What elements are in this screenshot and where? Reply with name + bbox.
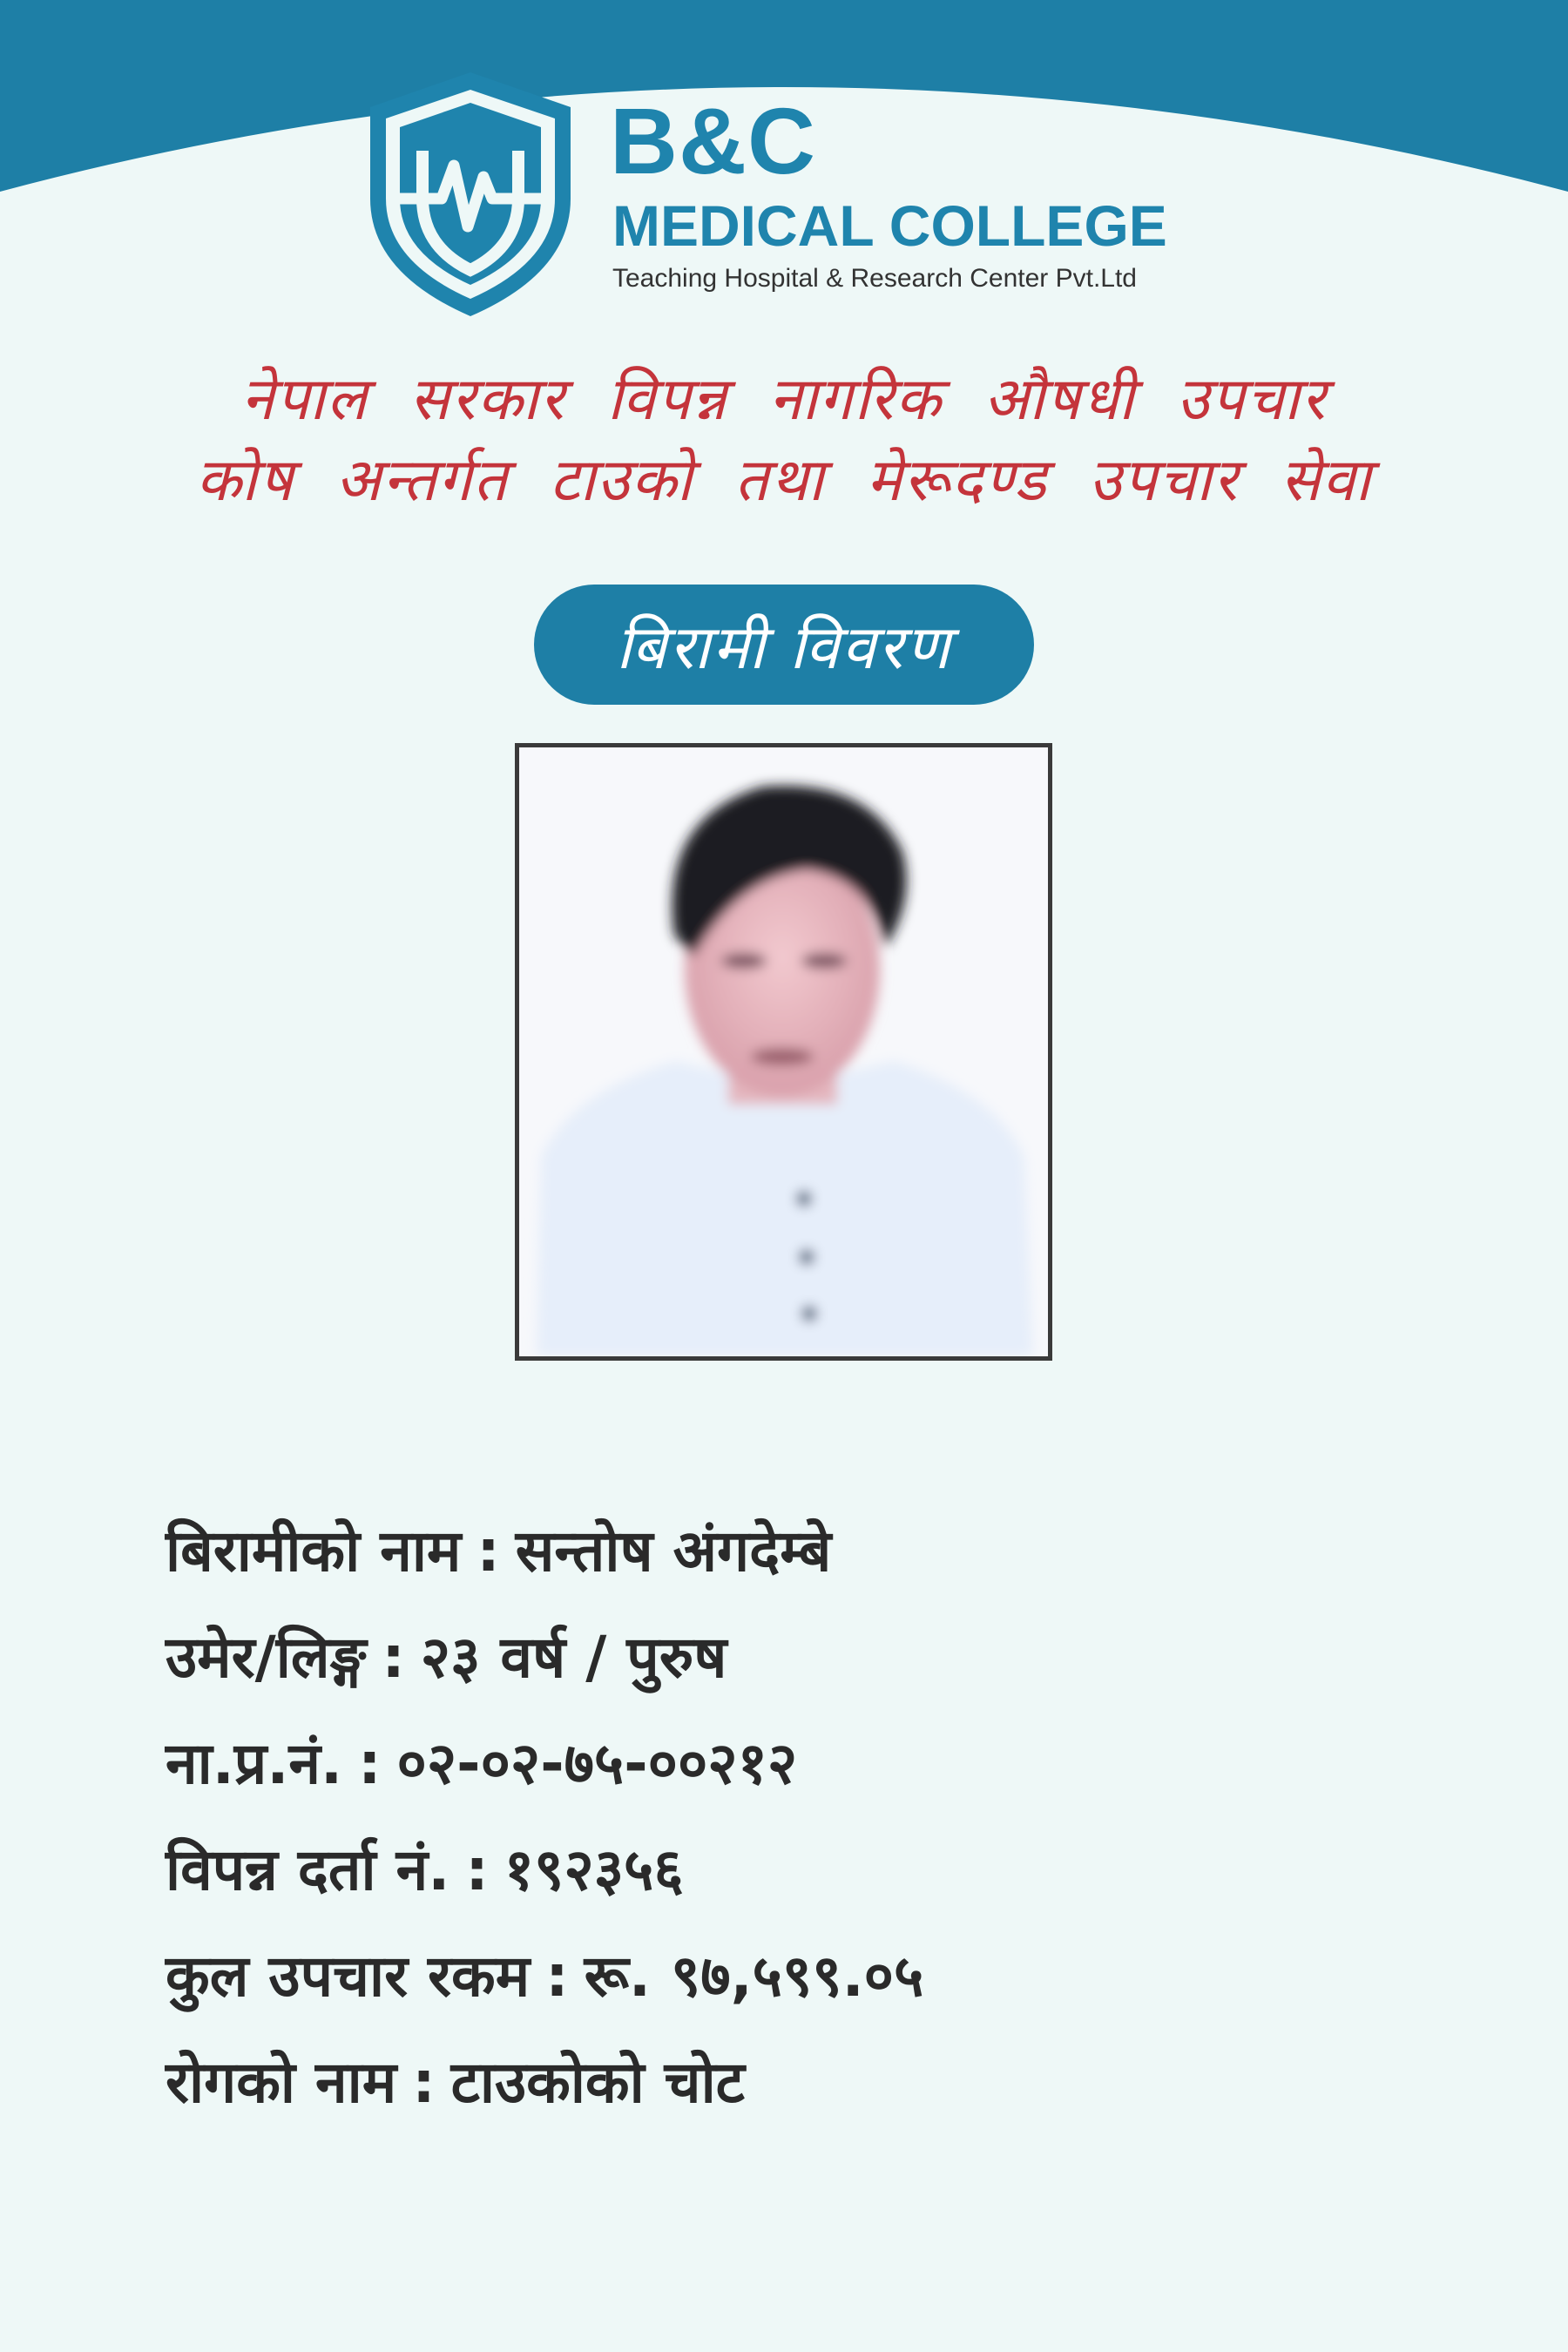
- detail-label: उमेर/लिङ्ग: [166, 1624, 367, 1691]
- detail-value: टाउकोको चोट: [450, 2049, 745, 2116]
- detail-separator: :: [358, 1730, 382, 1797]
- detail-label: कुल उपचार रकम: [166, 1943, 531, 2010]
- brand-tagline: Teaching Hospital & Research Center Pvt.Ltd: [612, 264, 1137, 293]
- detail-row-citizenship-no: [166, 1711, 1472, 1817]
- detail-value: ०२-०२-७५-००२१२: [396, 1730, 798, 1797]
- brand-subtitle: MEDICAL COLLEGE: [612, 193, 1167, 258]
- section-pill: [534, 585, 1034, 705]
- detail-label: विपन्न दर्ता नं.: [166, 1836, 450, 1903]
- shield-heartbeat-icon: [362, 68, 579, 321]
- header: [0, 0, 1568, 331]
- detail-row-name: [166, 1498, 1472, 1605]
- patient-portrait-image: [519, 747, 1048, 1356]
- program-title-line2: कोष अन्तर्गत टाउको तथा मेरूदण्ड उपचार सेवा: [195, 446, 1373, 515]
- detail-row-registration-no: [166, 1817, 1472, 1923]
- program-title-line1: नेपाल सरकार विपन्न नागरिक औषधी उपचार: [240, 365, 1328, 434]
- detail-row-disease: [166, 2030, 1472, 2136]
- detail-value: सन्तोष अंगदेम्बे: [515, 1517, 832, 1585]
- detail-separator: :: [545, 1943, 569, 2010]
- detail-label: बिरामीको नाम: [166, 1517, 462, 1585]
- detail-row-age-gender: [166, 1605, 1472, 1711]
- patient-photo: [515, 743, 1052, 1361]
- detail-row-total-amount: [166, 1923, 1472, 2030]
- detail-value: रू. ९७,५९९.०५: [584, 1943, 924, 2010]
- patient-details: [166, 1498, 1472, 2136]
- section-pill-label: बिरामी विवरण: [615, 612, 953, 683]
- detail-separator: :: [465, 1836, 489, 1903]
- detail-value: १९२३५६: [504, 1836, 684, 1903]
- detail-separator: :: [412, 2049, 436, 2116]
- brand-name: B&C: [610, 88, 816, 193]
- detail-value: २३ वर्ष / पुरुष: [420, 1624, 727, 1691]
- detail-label: ना.प्र.नं.: [166, 1730, 343, 1797]
- detail-separator: :: [382, 1624, 405, 1691]
- detail-label: रोगको नाम: [166, 2049, 397, 2116]
- detail-separator: :: [476, 1517, 500, 1585]
